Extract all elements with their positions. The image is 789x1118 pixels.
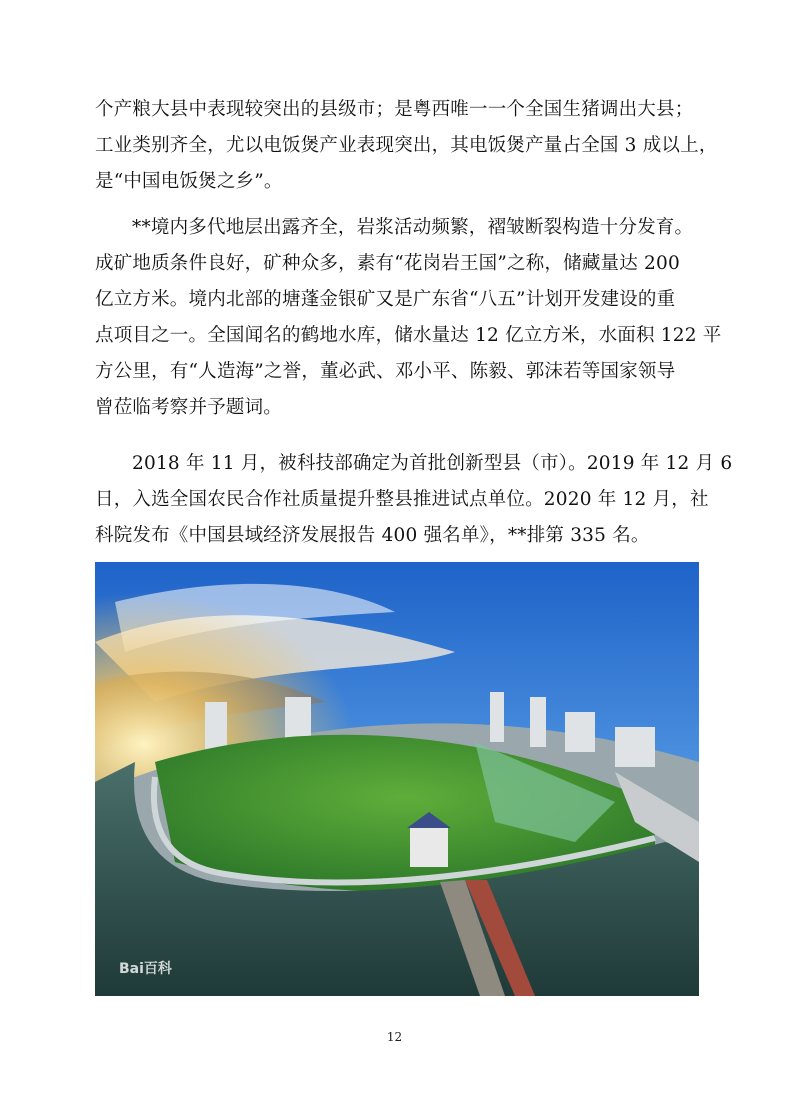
paragraph-1 <box>95 92 718 200</box>
text-line: 曾莅临考察并予题词。 <box>95 397 283 418</box>
photo-illustration <box>95 562 699 996</box>
city-aerial-photo <box>95 562 699 996</box>
text-line: 方公里，有“人造海”之誉，董必武、邓小平、陈毅、郭沫若等国家领导 <box>95 361 676 382</box>
text-line: 亿立方米。境内北部的塘蓬金银矿又是广东省“八五”计划开发建设的重 <box>95 289 676 310</box>
text-line: 科院发布《中国县域经济发展报告 400 强名单》，**排第 335 名。 <box>95 525 650 546</box>
paragraph-2 <box>95 210 722 426</box>
watermark-text: Bai百科 <box>119 961 172 977</box>
text-line: **境内多代地层出露齐全，岩浆活动频繁，褶皱断裂构造十分发育。 <box>132 217 694 238</box>
text-line: 成矿地质条件良好，矿种众多，素有“花岗岩王国”之称，储藏量达 200 <box>95 253 680 274</box>
text-line: 是“中国电饭煲之乡”。 <box>95 171 283 192</box>
paragraph-3 <box>95 446 733 554</box>
text-line: 点项目之一。全国闻名的鹤地水库，储水量达 12 亿立方米，水面积 122 平 <box>95 325 722 346</box>
text-line: 2018 年 11 月，被科技部确定为首批创新型县（市）。2019 年 12 月 6 <box>132 453 733 474</box>
page-number: 12 <box>386 1030 403 1044</box>
text-line: 个产粮大县中表现较突出的县级市；是粤西唯一一个全国生猪调出大县； <box>95 99 694 120</box>
text-line: 日，入选全国农民合作社质量提升整县推进试点单位。2020 年 12 月，社 <box>95 489 709 510</box>
text-line: 工业类别齐全，尤以电饭煲产业表现突出，其电饭煲产量占全国 3 成以上， <box>95 135 718 156</box>
